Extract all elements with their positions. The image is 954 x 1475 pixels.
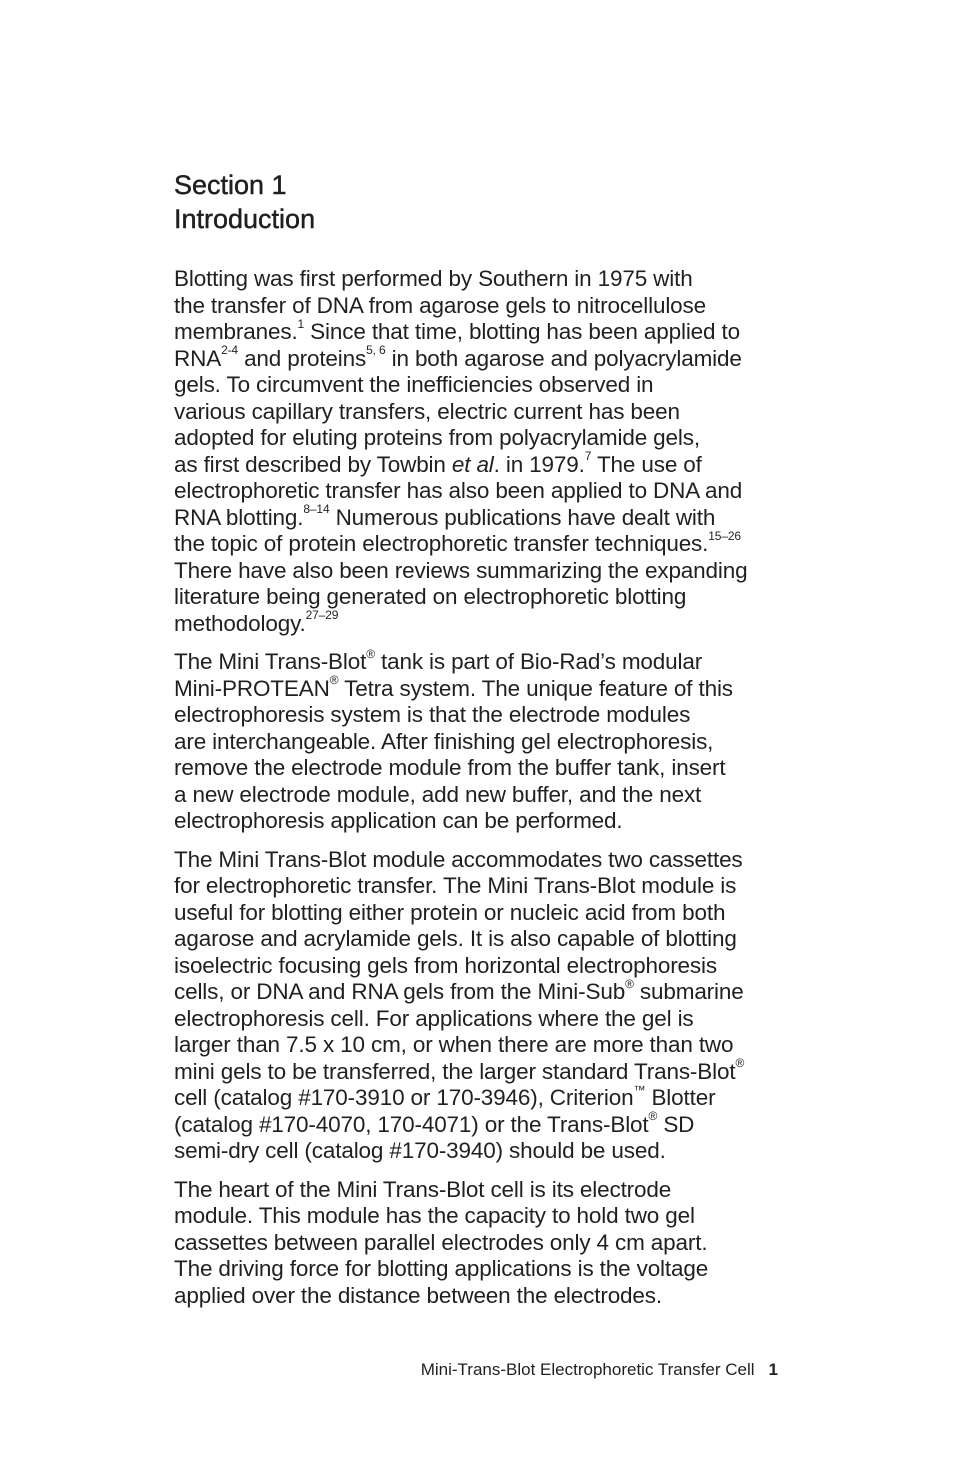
- reference-superscript: ™: [633, 1082, 646, 1097]
- text-segment: Blotter: [645, 1085, 716, 1110]
- text-line: [174, 584, 786, 611]
- text-line: [174, 1006, 786, 1033]
- text-line: [174, 608, 786, 638]
- text-segment: electrophoretic transfer has also been applied to DNA and: [174, 478, 743, 503]
- text-segment: as first described by Towbin: [174, 451, 452, 477]
- text-line: [174, 558, 786, 585]
- text-segment: (catalog #170-4070, 170-4071) or the Trans-Blot: [174, 1111, 649, 1137]
- text-segment: RNA blotting.: [174, 504, 304, 530]
- section-heading: [174, 168, 786, 236]
- text-segment: electrophoresis system is that the electrode modules: [174, 702, 691, 727]
- text-segment: isoelectric focusing gels from horizontal electrophoresis: [174, 952, 717, 978]
- text-segment: Mini-PROTEAN: [174, 675, 330, 701]
- text-segment: for electrophoretic transfer. The Mini Trans-Blot module is: [174, 873, 737, 898]
- text-segment: The heart of the Mini Trans-Blot cell is its electrode: [174, 1176, 672, 1202]
- text-line: [174, 316, 786, 346]
- text-line: [174, 399, 786, 426]
- text-segment: Tetra system. The unique feature of this: [338, 675, 733, 701]
- reference-superscript: 15–26: [708, 528, 741, 543]
- text-segment: larger than 7.5 x 10 cm, or when there are more than two: [174, 1032, 734, 1057]
- text-line: [174, 528, 786, 558]
- text-segment: the topic of protein electrophoretic transfer techniques.: [174, 531, 709, 556]
- text-segment: cell (catalog #170-3910 or 170-3946), Criterion: [174, 1085, 634, 1110]
- paragraph: [174, 847, 786, 1165]
- reference-superscript: 7: [584, 449, 592, 463]
- text-segment: electrophoresis application can be performed.: [174, 808, 623, 833]
- paragraph: [174, 646, 786, 835]
- section-label: Section 1: [174, 170, 287, 200]
- text-line: [174, 449, 786, 479]
- text-segment: literature being generated on electrophoretic blotting: [174, 584, 687, 609]
- text-line: [174, 1256, 786, 1283]
- reference-superscript: 8–14: [303, 502, 330, 516]
- text-segment: Numerous publications have dealt with: [329, 504, 716, 530]
- text-segment: semi-dry cell (catalog #170-3940) should be used.: [174, 1138, 666, 1163]
- paragraph: [174, 266, 786, 637]
- text-segment: Since that time, blotting has been applied to: [304, 319, 740, 344]
- text-segment: various capillary transfers, electric current has been: [174, 398, 680, 424]
- text-line: [174, 372, 786, 399]
- text-line: [174, 425, 786, 452]
- text-segment: gels. To circumvent the inefficiencies observed in: [174, 372, 654, 397]
- text-segment: cassettes between parallel electrodes only 4 cm apart.: [174, 1229, 708, 1255]
- text-line: [174, 847, 786, 874]
- page-footer: [421, 1359, 778, 1381]
- text-segment: in both agarose and polyacrylamide: [385, 345, 742, 371]
- text-segment: methodology.: [174, 610, 306, 636]
- reference-superscript: ®: [329, 673, 339, 687]
- text-line: [174, 1056, 786, 1086]
- text-segment: There have also been reviews summarizing the expanding: [174, 557, 748, 583]
- text-segment: and proteins: [237, 345, 367, 371]
- text-line: [174, 673, 786, 703]
- reference-superscript: ®: [625, 976, 634, 991]
- text-line: [174, 953, 786, 980]
- text-line: [174, 1138, 786, 1165]
- body-text: [174, 266, 786, 1309]
- text-line: [174, 1109, 786, 1139]
- text-segment: module. This module has the capacity to hold two gel: [174, 1203, 695, 1228]
- text-segment: adopted for eluting proteins from polyacrylamide gels,: [174, 425, 700, 450]
- text-segment: electrophoresis cell. For applications where the gel is: [174, 1005, 694, 1031]
- section-title: Introduction: [174, 204, 316, 234]
- text-segment: useful for blotting either protein or nucleic acid from both: [174, 899, 726, 925]
- text-segment: RNA: [174, 345, 222, 371]
- text-line: [174, 1177, 786, 1204]
- reference-superscript: ®: [366, 646, 375, 661]
- text-line: [174, 1203, 786, 1230]
- reference-superscript: 2-4: [221, 343, 238, 357]
- reference-superscript: ®: [648, 1109, 658, 1123]
- text-segment: The Mini Trans-Blot: [174, 649, 367, 674]
- text-segment: are interchangeable. After finishing gel electrophoresis,: [174, 728, 714, 754]
- text-segment: applied over the distance between the electrodes.: [174, 1282, 662, 1308]
- text-segment: Blotting was first performed by Southern in 1975 with: [174, 266, 693, 291]
- text-segment: cells, or DNA and RNA gels from the Mini-Sub: [174, 979, 626, 1004]
- reference-superscript: 1: [297, 316, 305, 331]
- text-segment: SD: [657, 1111, 695, 1137]
- text-line: [174, 808, 786, 835]
- text-line: [174, 900, 786, 927]
- footer-title: Mini-Trans-Blot Electrophoretic Transfer Cell: [420, 1360, 755, 1379]
- text-segment: mini gels to be transferred, the larger standard Trans-Blot: [174, 1058, 736, 1084]
- text-line: [174, 1032, 786, 1059]
- text-segment: tank is part of Bio-Rad’s modular: [374, 649, 703, 674]
- page-content: [174, 168, 786, 1321]
- text-line: [174, 1283, 786, 1310]
- text-line: [174, 1082, 786, 1112]
- text-segment: The driving force for blotting applications is the voltage: [174, 1256, 709, 1281]
- text-line: [174, 293, 786, 320]
- text-segment: The Mini Trans-Blot module accommodates two cassettes: [174, 846, 743, 872]
- text-line: [174, 478, 786, 505]
- text-line: [174, 502, 786, 532]
- text-segment: membranes.: [174, 319, 298, 344]
- text-line: [174, 873, 786, 900]
- text-segment: remove the electrode module from the buffer tank, insert: [174, 755, 726, 780]
- text-line: [174, 266, 786, 293]
- text-line: [174, 1230, 786, 1257]
- reference-superscript: ®: [735, 1056, 745, 1070]
- text-line: [174, 976, 786, 1006]
- text-segment: the transfer of DNA from agarose gels to nitrocellulose: [174, 292, 707, 318]
- text-segment: . in 1979.: [493, 451, 585, 477]
- text-segment: a new electrode module, add new buffer, and the next: [174, 781, 702, 807]
- text-segment: submarine: [633, 979, 744, 1004]
- text-segment: agarose and acrylamide gels. It is also capable of blotting: [174, 926, 737, 951]
- text-line: [174, 926, 786, 953]
- text-line: [174, 729, 786, 756]
- text-segment: The use of: [591, 451, 702, 477]
- reference-superscript: 5, 6: [366, 343, 386, 357]
- page-number: 1: [768, 1360, 778, 1379]
- reference-superscript: 27–29: [305, 608, 339, 622]
- italic-text: et al: [451, 451, 494, 477]
- text-line: [174, 755, 786, 782]
- text-line: [174, 343, 786, 373]
- paragraph: [174, 1177, 786, 1310]
- text-line: [174, 646, 786, 676]
- text-line: [174, 702, 786, 729]
- text-line: [174, 782, 786, 809]
